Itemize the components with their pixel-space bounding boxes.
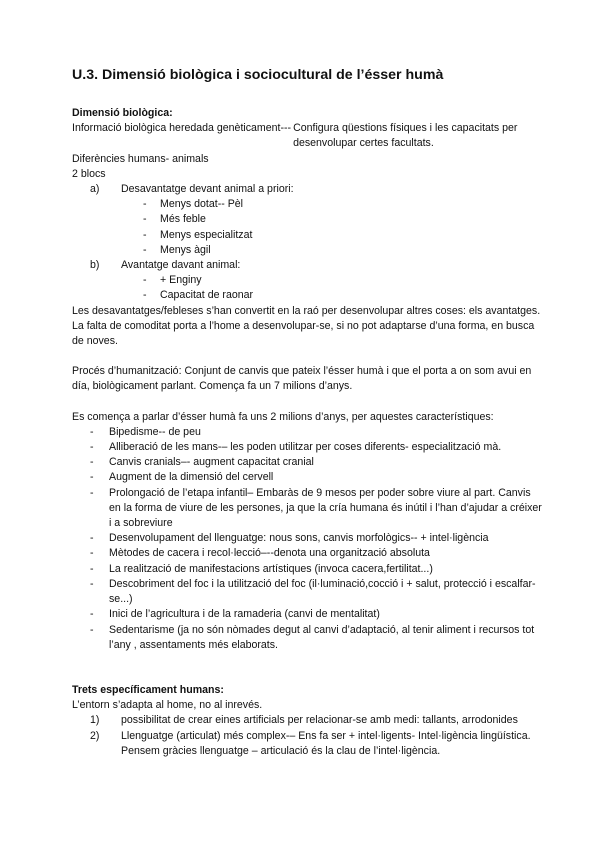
blocks-line: 2 blocs [72, 167, 106, 180]
block-b-items [121, 273, 544, 303]
list-item: - Menys àgil [143, 243, 211, 256]
features-list [72, 425, 544, 653]
block-b [90, 258, 544, 304]
list-item: - Alliberació de les mans-– les poden utilitzar per coses diferents- especialització mà. [90, 441, 502, 454]
list-item: - Descobriment del foc i la utilització del foc (il·luminació,cocció i + salut, protecció i escalfar-se...) [90, 577, 536, 606]
block-a-items [121, 197, 544, 258]
list-marker: a) [90, 183, 100, 196]
list-item: - Menys dotat-- Pèl [143, 198, 244, 211]
list-item: - Sedentarisme (ja no són nòmades degut al canvi d’adaptació, al tenir aliment i recursos tot l’any , assentaments més elaborats. [90, 623, 535, 651]
list-item: - Canvis cranials–- augment capacitat cranial [90, 456, 314, 469]
list-marker: b) [90, 259, 100, 272]
traits-intro: L’entorn s’adapta al home, no al inrevés. [72, 699, 263, 712]
page-title: U.3. Dimensió biològica i sociocultural de l’ésser humà [72, 67, 444, 83]
block-b-label: Avantatge davant animal: [121, 259, 241, 272]
list-item: - Prolongació de l’etapa infantil– Embaràs de 9 mesos per poder sobre viure al part. Canvis en la forma de viure de les persones, ja que la cría humana és inútil i l’han d’ajudar a créixer i a sobreviure [90, 486, 542, 530]
block-a-label: Desavantatge devant animal a priori: [121, 183, 294, 196]
info-line [72, 121, 544, 151]
paragraph-caracteristiques: Es comença a parlar d’ésser humà fa uns 2 milions d’anys, per aquestes característiques: [72, 410, 494, 423]
list-item: - Bipedisme-- de peu [90, 425, 201, 438]
paragraph-comoditat: La falta de comoditat porta a l’home a desenvolupar-se, si no pot adaptarse d’una forma, en busca de noves. [72, 319, 535, 348]
paragraph-desavantatges: Les desavantatges/febleses s’han convertit en la raó per desenvolupar altres coses: els avantatges. [72, 304, 541, 317]
paragraph-proces: Procés d’humanització: Conjunt de canvis que pateix l’ésser humà i que el porta a on som avui en día, biològicament parlant. Comença fa un 7 milions d’anys. [72, 365, 532, 393]
block-a [90, 182, 544, 258]
section-heading-biologica: Dimensió biològica: [72, 107, 173, 119]
blocks-list [72, 182, 544, 304]
list-item: - Inici de l’agricultura i de la ramaderia (canvi de mentalitat) [90, 608, 380, 621]
list-item: - Mètodes de cacera i recol·lecció–--denota una organització absoluta [90, 547, 430, 560]
list-item: - Més feble [143, 213, 206, 226]
traits-list [72, 713, 544, 759]
list-item: - La realització de manifestacions artístiques (invoca cacera,fertilitat...) [90, 562, 433, 575]
section-heading-trets: Trets específicament humans: [72, 683, 224, 696]
info-left: Informació biològica heredada genèticament--- [72, 122, 292, 135]
list-item: 1) possibilitat de crear eines artificials per relacionar-se amb medi: tallants, arrodonides [90, 714, 518, 727]
list-item: 2) Llenguatge (articulat) més complex-– Ens fa ser + intel·ligents- Intel·ligència lingüística. Pensem gràcies llenguatge – articulació és la clau de l’intel·ligència. [90, 729, 531, 757]
list-item: - + Enginy [143, 274, 202, 287]
list-item: - Capacitat de raonar [143, 289, 254, 302]
list-item: - Desenvolupament del llenguatge: nous sons, canvis morfològics-- + intel·ligència [90, 532, 489, 545]
diff-line: Diferències humans- animals [72, 152, 209, 165]
list-item: - Augment de la dimensió del cervell [90, 471, 274, 484]
list-item: - Menys especialitzat [143, 228, 253, 241]
info-right: Configura qüestions físiques i les capacitats per desenvolupar certes facultats. [293, 122, 518, 150]
